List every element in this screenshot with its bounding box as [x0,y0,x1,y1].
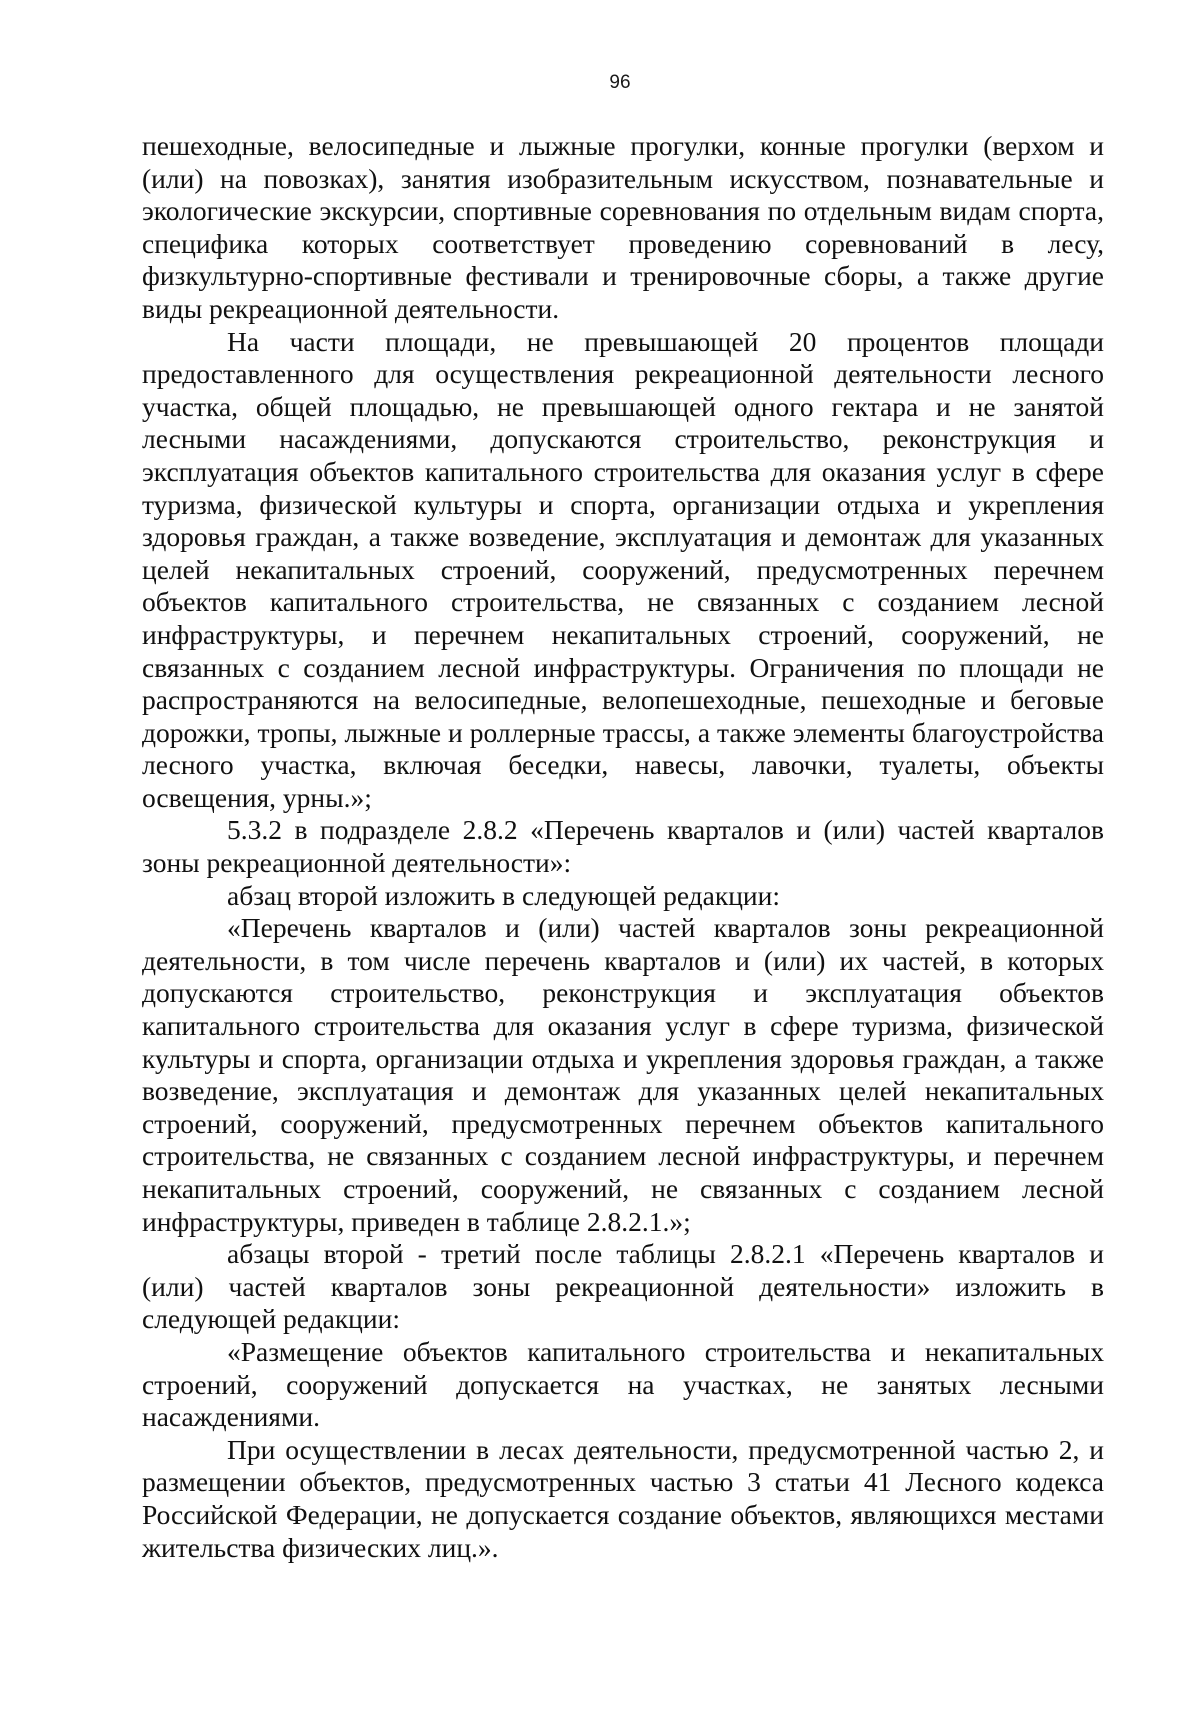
document-body [142,130,1104,1564]
paragraph-6: абзацы второй - третий после таблицы 2.8.2.1 «Перечень кварталов и (или) частей кварталов зоны рекреационной деятельности» изложить в следующей редакции: [142,1238,1104,1335]
paragraph-1: пешеходные, велосипедные и лыжные прогулки, конные прогулки (верхом и (или) на повозках), занятия изобразительным искусством, познавательные и экологические экскурсии, спортивные соревнования по отдельным видам спорта, специфика которых соответствует проведению соревнований в лесу, физкультурно-спортивные фестивали и тренировочные сборы, а также другие виды рекреационной деятельности. [142,130,1104,324]
paragraph-5: «Перечень кварталов и (или) частей кварталов зоны рекреационной деятельности, в том числе перечень кварталов и (или) их частей, в которых допускаются строительство, реконструкция и эксплуатация объектов капитального строительства для оказания услуг в сфере туризма, физической культуры и спорта, организации отдыха и укрепления здоровья граждан, а также возведение, эксплуатация и демонтаж для указанных целей некапитальных строений, сооружений, предусмотренных перечнем объектов капитального строительства, не связанных с созданием лесной инфраструктуры, и перечнем некапитальных строений, сооружений, не связанных с созданием лесной инфраструктуры, приведен в таблице 2.8.2.1.»; [142,912,1104,1237]
paragraph-7: «Размещение объектов капитального строительства и некапитальных строений, сооружений допускается на участках, не занятых лесными насаждениями. [142,1335,1104,1433]
paragraph-8: При осуществлении в лесах деятельности, предусмотренной частью 2, и размещении объектов, предусмотренных частью 3 статьи 41 Лесного кодекса Российской Федерации, не допускается создание объектов, являющихся местами жительства физических лиц.». [142,1433,1104,1563]
paragraph-4: абзац второй изложить в следующей редакции: [227,879,781,911]
page-number: 96 [609,72,631,93]
paragraph-3: 5.3.2 в подразделе 2.8.2 «Перечень кварталов и (или) частей кварталов зоны рекреационной деятельности»: [142,814,1104,879]
paragraph-2: На части площади, не превышающей 20 процентов площади предоставленного для осуществления рекреационной деятельности лесного участка, общей площадью, не превышающей одного гектара и не занятой лесными насаждениями, допускаются строительство, реконструкция и эксплуатация объектов капитального строительства для оказания услуг в сфере туризма, физической культуры и спорта, организации отдыха и укрепления здоровья граждан, а также возведение, эксплуатация и демонтаж для указанных целей некапитальных строений, сооружений, предусмотренных перечнем объектов капитального строительства, не связанных с созданием лесной инфраструктуры, и перечнем некапитальных строений, сооружений, не связанных с созданием лесной инфраструктуры. Ограничения по площади не распространяются на велосипедные, велопешеходные, пешеходные и беговые дорожки, тропы, лыжные и роллерные трассы, а также элементы благоустройства лесного участка, включая беседки, навесы, лавочки, туалеты, объекты освещения, урны.»; [142,325,1104,813]
